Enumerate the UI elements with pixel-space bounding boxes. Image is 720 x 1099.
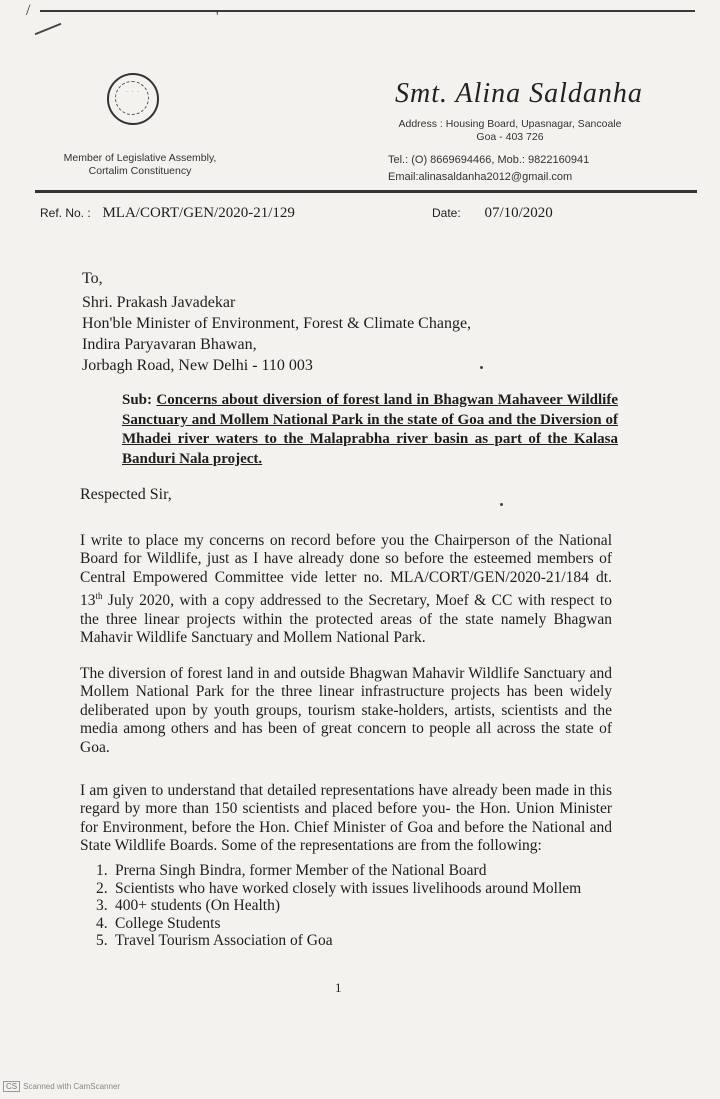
recipient-name: Shri. Prakash Javadekar (82, 294, 236, 311)
list-item-number: 4. (96, 914, 108, 932)
page-number: 1 (335, 980, 342, 995)
pen-stroke-mark (35, 23, 62, 35)
list-item (96, 915, 581, 933)
member-line-1: Member of Legislative Assembly, (63, 152, 217, 164)
address-line-2: Goa - 403 726 (476, 131, 544, 143)
date-value: 07/10/2020 (484, 205, 553, 221)
list-item-text: Prerna Singh Bindra, former Member of the National Board (115, 862, 487, 879)
scanner-text: Scanned with CamScanner (23, 1082, 121, 1091)
list-item (96, 932, 581, 950)
corner-fold-mark: / (26, 2, 31, 19)
body-paragraph-3: I am given to understand that detailed representations have already been made in this regard by more than 150 scientists and placed before you- the Hon. Union Minister for Environment, before the Hon. Chief Minister of Goa and before the National and State Wildlife Boards. Some of the representations are from the following: (80, 782, 612, 855)
list-item-number: 3. (96, 897, 108, 914)
body-paragraph-1 (80, 532, 612, 648)
assembly-seal-emblem (107, 73, 159, 125)
letterhead-divider (35, 190, 697, 193)
list-item-text: College Students (115, 914, 221, 932)
recipient-office: Indira Paryavaran Bhawan, (82, 336, 257, 353)
ref-value: MLA/CORT/GEN/2020-21/129 (102, 205, 295, 221)
recipient-block (82, 268, 471, 376)
list-item (96, 897, 581, 915)
sender-name: Smt. Alina Saldanha (395, 78, 643, 109)
sender-contact (388, 152, 589, 186)
camscanner-logo-icon: CS (3, 1081, 20, 1092)
top-edge-rule (40, 10, 695, 12)
ordinal-suffix: th (95, 591, 103, 602)
subject-label: Sub: (122, 392, 153, 408)
list-item (96, 880, 581, 898)
telephone: Tel.: (O) 8669694466, Mob.: 9822160941 (388, 154, 590, 166)
paragraph-1-part-a: I write to place my concerns on record before you the Chairperson of the National Board for Wildlife, just as I have already done so before the esteemed members of Central Empowered Committee vide letter no. MLA/CORT/GEN/2020-21/184 dt. 13 (80, 532, 612, 610)
body-paragraph-2: The diversion of forest land in and outside Bhagwan Mahavir Wildlife Sanctuary and Mollem National Park for the three linear infrastructure projects has been widely deliberated upon by youth groups, tourism stake-holders, artists, scientists and the media among others and has been of great concern to people all across the state of Goa. (80, 665, 612, 756)
representations-list (96, 862, 581, 950)
seal-inner-ring (115, 81, 149, 115)
list-item-number: 1. (96, 862, 108, 879)
paragraph-1-part-b: July 2020, with a copy addressed to the Secretary, Moef & CC with respect to the three linear projects within the protected areas of the state namely Bhagwan Mahavir Wildlife Sanctuary and Mollem National Park. (80, 592, 612, 647)
recipient-address: Jorbagh Road, New Delhi - 110 003 (82, 357, 313, 374)
date-label: Date: (432, 206, 461, 220)
scan-speck (480, 366, 483, 369)
scan-tick-mark: ' (216, 10, 219, 25)
list-item-text: 400+ students (On Health) (115, 897, 281, 914)
list-item-text: Scientists who have worked closely with issues livelihoods around Mollem (115, 879, 582, 897)
reference-number (40, 205, 295, 222)
to-label: To, (82, 270, 103, 287)
email: Email:alinasaldanha2012@gmail.com (388, 171, 573, 183)
list-item-text: Travel Tourism Association of Goa (115, 932, 333, 949)
recipient-title: Hon'ble Minister of Environment, Forest & Climate Change, (82, 315, 472, 332)
member-line-2: Cortalim Constituency (88, 165, 192, 177)
salutation: Respected Sir, (80, 486, 172, 503)
scan-speck (500, 503, 503, 506)
list-item (96, 862, 581, 880)
sender-address (360, 118, 660, 144)
scanner-watermark (3, 1081, 120, 1092)
member-designation (40, 152, 240, 178)
subject-line (122, 391, 618, 469)
list-item-number: 5. (96, 932, 108, 949)
ref-label: Ref. No. : (40, 206, 91, 220)
address-line-1: Address : Housing Board, Upasnagar, Sancoale (398, 118, 622, 130)
subject-text: Concerns about diversion of forest land in Bhagwan Mahaveer Wildlife Sanctuary and Mollem National Park in the state of Goa and the Diversion of Mhadei river waters to the Malaprabha river basin as part of the Kalasa Banduri Nala project. (122, 392, 618, 467)
letter-date (432, 205, 553, 222)
list-item-number: 2. (96, 879, 108, 897)
seal-dots: · · · (125, 89, 141, 95)
